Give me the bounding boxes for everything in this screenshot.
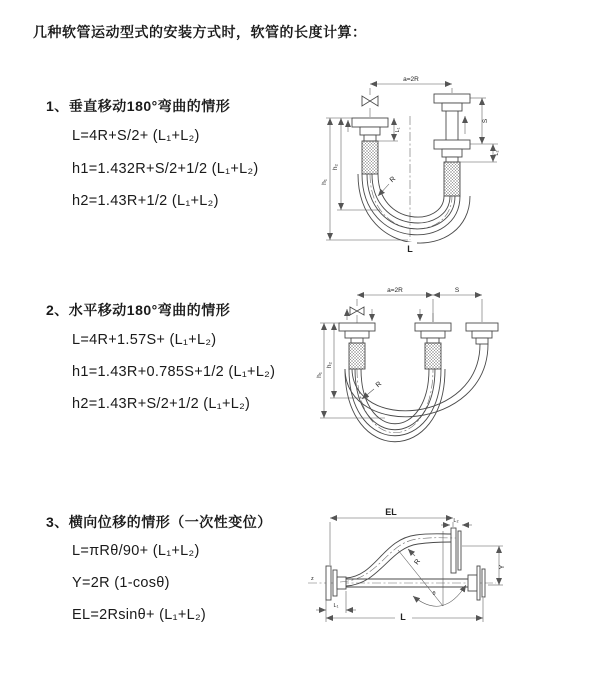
pipe-assembly-center [372, 309, 451, 369]
label-h2: h₂ [332, 163, 339, 171]
section-2-formula-l: L=4R+1.57S+ (L₁+L₂) [72, 332, 217, 348]
svg-text:L: L [407, 244, 413, 254]
section-3-formula-y: Y=2R (1-cosθ) [72, 575, 170, 591]
hose-s-curve-displaced [340, 534, 456, 586]
label-r: R [413, 558, 423, 567]
diagram-lateral-displacement [300, 503, 600, 643]
label-l2: L₂ [453, 518, 459, 524]
valve-icon [362, 96, 378, 118]
label-l2: L₂ [494, 150, 500, 156]
label-theta: θ [432, 591, 436, 597]
dim-el [330, 507, 453, 565]
label-el: EL [385, 507, 397, 517]
dim-s [433, 287, 482, 295]
section-1-formula-l: L=4R+S/2+ (L₁+L₂) [72, 128, 200, 144]
section-1-heading: 1、垂直移动180°弯曲的情形 [46, 98, 231, 114]
flange-upper-right [451, 528, 461, 573]
section-1-formula-h1: h1=1.432R+S/2+1/2 (L₁+L₂) [72, 161, 259, 177]
diagram-vertical-180-bend [310, 70, 590, 260]
radius-callout [408, 549, 422, 566]
section-3-formula-l: L=πRθ/90+ (L₁+L₂) [72, 543, 200, 559]
dim-a2r [357, 287, 482, 322]
label-r: R [374, 380, 384, 390]
section-1-formula-h2: h2=1.43R+1/2 (L₁+L₂) [72, 193, 219, 209]
label-y: Y [499, 564, 506, 570]
dim-s [470, 98, 498, 144]
section-3-heading: 3、横向位移的情形（一次性变位） [46, 514, 272, 530]
pipe-assembly-right [434, 94, 470, 196]
diagram-horizontal-180-bend [310, 280, 590, 470]
flange-left [326, 566, 346, 600]
pipe-assembly-right [466, 323, 498, 344]
hose-u-curves-position1 [345, 369, 445, 442]
page-title: 几种软管运动型式的安装方式时，软管的长度计算： [33, 24, 367, 40]
label-l-total [404, 242, 417, 254]
hose-u-curves-position2 [345, 344, 488, 417]
section-2-formula-h2: h2=1.43R+S/2+1/2 (L₁+L₂) [72, 396, 251, 412]
label-l1: L₁ [395, 127, 401, 133]
label-h1: h₁ [316, 372, 323, 378]
label-s: S [454, 287, 460, 294]
label-r: R [388, 175, 398, 185]
section-2-formula-h1: h1=1.43R+0.785S+1/2 (L₁+L₂) [72, 364, 276, 380]
dim-l2 [441, 518, 472, 525]
label-h1: h₁ [321, 179, 328, 185]
label-s: S [482, 118, 489, 124]
valve-icon [350, 307, 364, 323]
pipe-assembly-left [348, 118, 388, 174]
section-3-formula-el: EL=2Rsinθ+ (L₁+L₂) [72, 607, 207, 623]
centerlines [370, 116, 452, 240]
radius-callout [378, 176, 397, 196]
label-l1: L₁ [333, 603, 339, 609]
label-h2: h₂ [326, 361, 333, 369]
label-a2r: a=2R [403, 76, 419, 83]
radius-callout [362, 381, 383, 399]
label-l: L [400, 612, 406, 622]
section-2-heading: 2、水平移动180°弯曲的情形 [46, 302, 231, 318]
label-a2r: a=2R [387, 287, 403, 294]
label-z: z [311, 576, 314, 582]
dim-a2r [370, 76, 452, 95]
